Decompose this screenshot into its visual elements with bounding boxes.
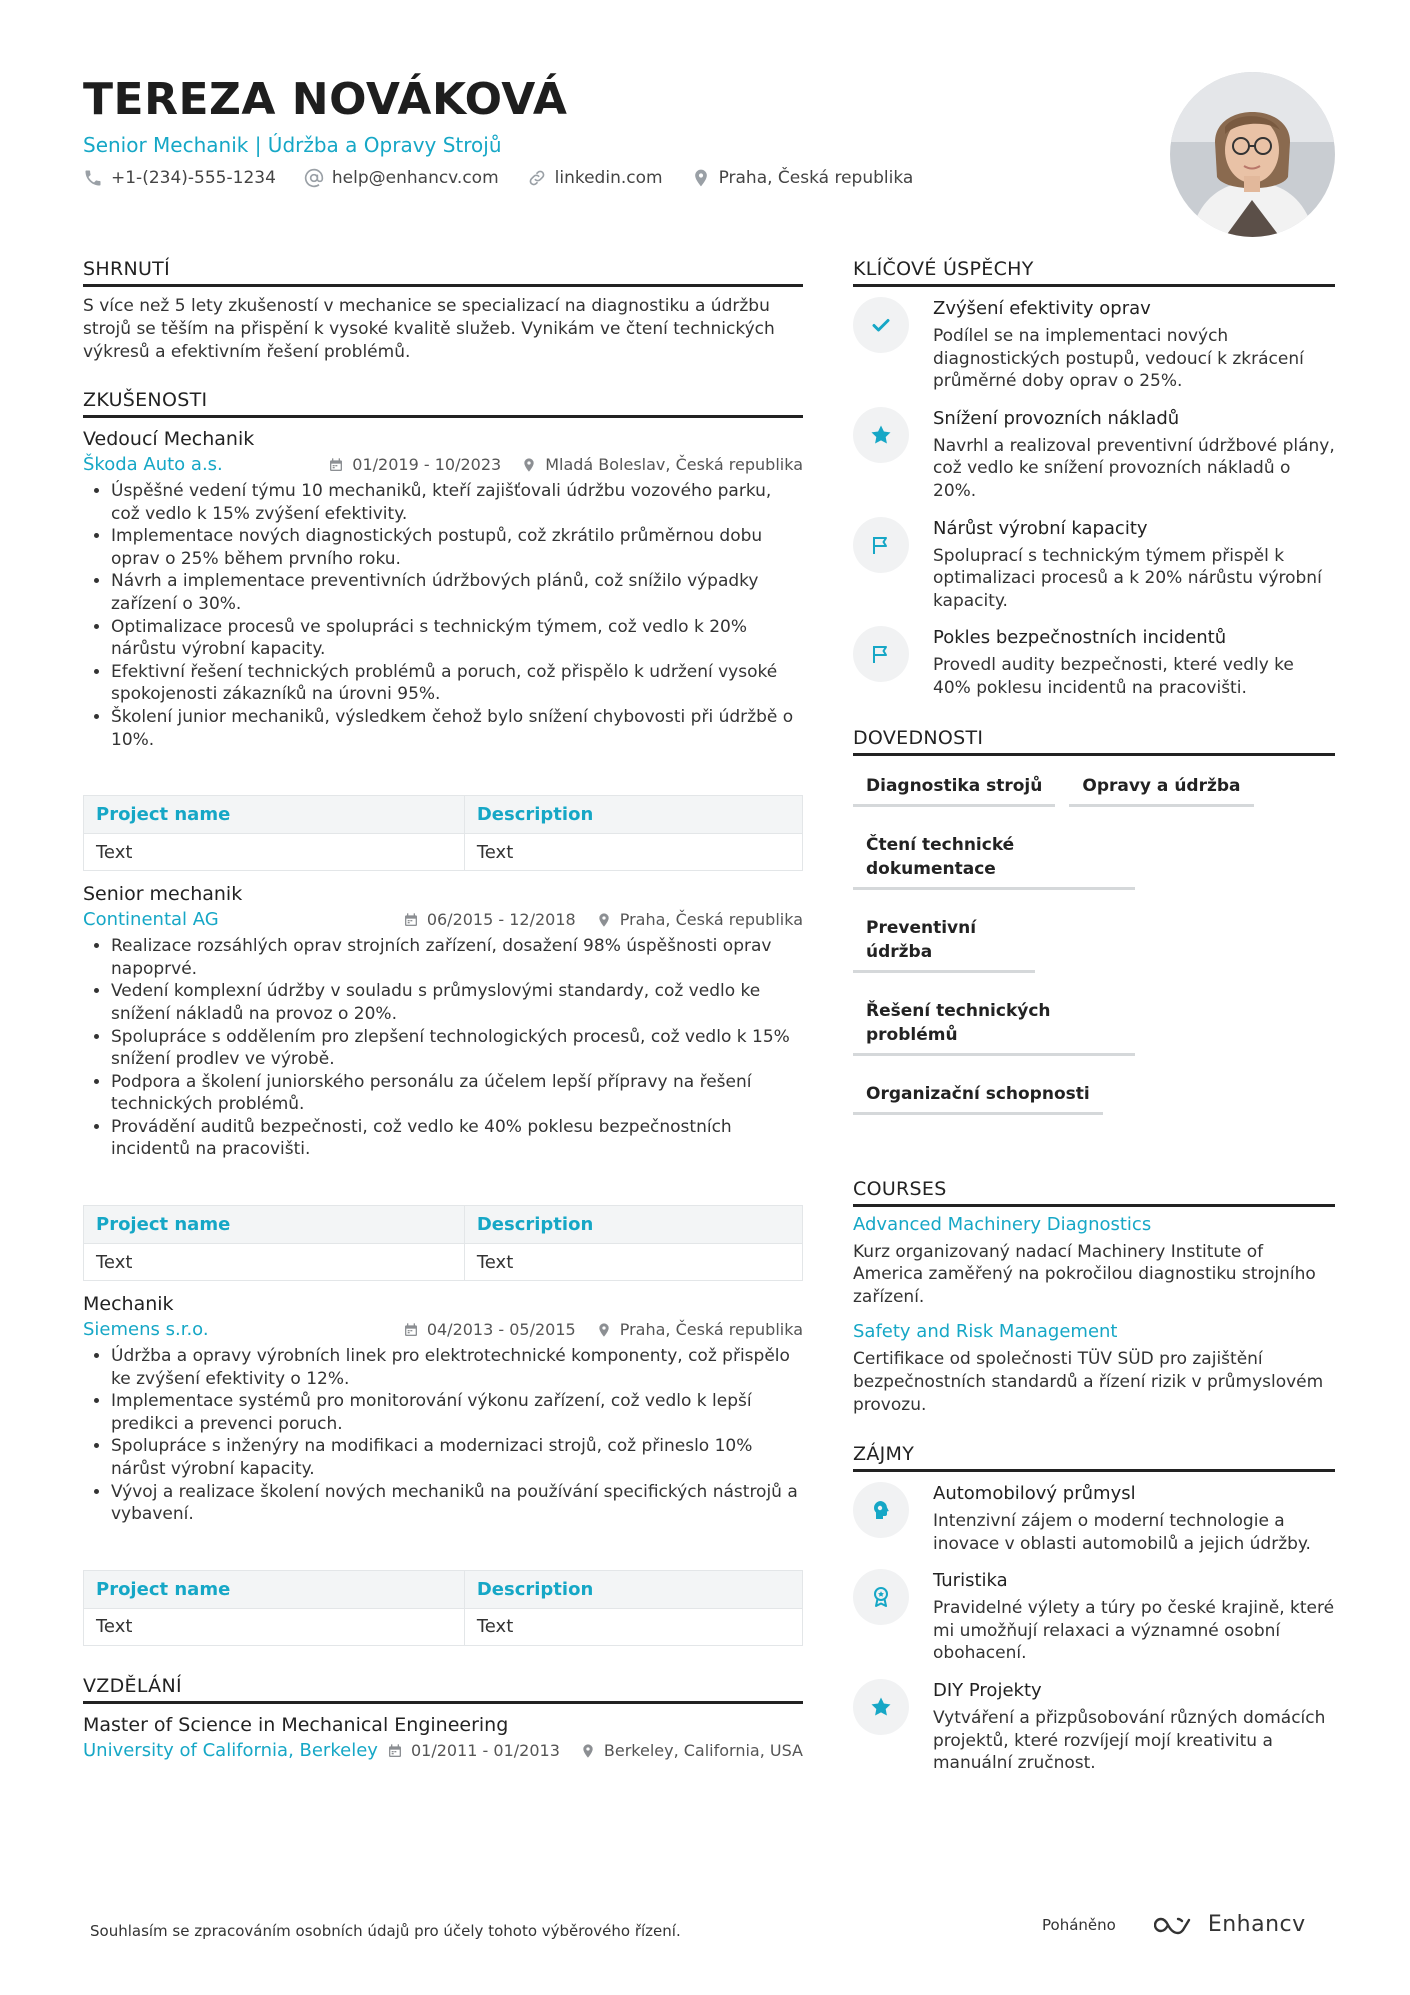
flag-icon [869,533,893,557]
award-icon [869,1585,893,1609]
table-header: Project name [84,1570,465,1608]
job-bullets [83,1345,803,1526]
contact-linkedin[interactable] [527,166,663,190]
at-icon [304,168,324,188]
job-company: Continental AG [83,909,219,931]
email-text[interactable]: help@enhancv.com [331,168,499,188]
education-location: Berkeley, California, USA [603,1740,803,1760]
flag-icon [869,642,893,666]
education-meta [83,1738,803,1764]
job-entry [83,426,803,871]
contact-email[interactable] [304,166,499,190]
table-row: Text Text [84,834,803,871]
interest-title: DIY Projekty [933,1680,1042,1702]
calendar-icon [403,912,419,928]
list-item: • Školení junior mechaniků, výsledkem čehož bylo snížení chybovosti při údržbě o 10%. [111,706,803,751]
phone-icon [83,168,103,188]
summary-heading: SHRNUTÍ [83,257,803,287]
experience-heading: ZKUŠENOSTI [83,388,803,418]
enhancv-logo-icon [1154,1913,1198,1937]
achievement-desc: Podílel se na implementaci nových diagnostických postupů, vedoucí k zkrácení průměrné doby oprav o 25%. [933,326,1304,392]
resume-header [83,72,1163,190]
star-icon [869,1695,893,1719]
job-meta [83,452,803,478]
job-entry [83,881,803,1281]
location-icon [580,1743,596,1759]
powered-label: Poháněno [1042,1915,1116,1934]
location-icon [521,457,537,473]
achievement-item [853,297,1335,393]
skills-heading: DOVEDNOSTI [853,726,1335,756]
project-table [83,1205,803,1281]
skill-tag: Řešení technických problémů [853,993,1135,1056]
list-item: • Spolupráce s inženýry na modifikaci a modernizaci strojů, což přineslo 10% nárůst výrobní kapacity. [111,1435,803,1480]
candidate-name: TEREZA NOVÁKOVÁ [83,74,568,125]
achievement-title: Zvýšení efektivity oprav [933,298,1151,319]
list-item: • Údržba a opravy výrobních linek pro elektrotechnické komponenty, což přispělo ke zvýšení efektivity o 12%. [111,1345,803,1390]
interest-desc: Pravidelné výlety a túry po české krajině, které mi umožňují relaxaci a významné osobní obohacení. [933,1598,1335,1664]
star-icon [869,423,893,447]
interest-item [853,1482,1335,1555]
achievement-title: Nárůst výrobní kapacity [933,517,1148,539]
education-heading: VZDĚLÁNÍ [83,1674,803,1704]
check-icon [869,313,893,337]
table-row: Text Text [84,1244,803,1281]
job-role: Mechanik [83,1293,174,1316]
courses-heading: COURSES [853,1177,1335,1207]
skill-tag: Diagnostika strojů [853,768,1055,807]
interest-title: Turistika [933,1570,1008,1592]
education-entry [83,1712,803,1764]
interest-item [853,1569,1335,1665]
list-item: • Vývoj a realizace školení nových mechaniků na používání specifických nástrojů a vybavení. [111,1481,803,1526]
interest-title: Automobilový průmysl [933,1483,1136,1505]
table-header: Project name [84,1206,465,1244]
job-company: Siemens s.r.o. [83,1319,209,1341]
left-column [83,257,803,1764]
list-item: • Podpora a školení juniorského personálu za účelem lepší přípravy na řešení technických problémů. [111,1071,803,1116]
list-item: • Provádění auditů bezpečnosti, což vedlo ke 40% poklesu bezpečnostních incidentů na pracovišti. [111,1116,803,1161]
school: University of California, Berkeley [83,1739,378,1761]
job-bullets [83,480,803,751]
degree: Master of Science in Mechanical Engineering [83,1713,509,1736]
calendar-icon [387,1743,403,1759]
candidate-title: Senior Mechanik | Údržba a Opravy Strojů [83,133,502,157]
list-item: • Optimalizace procesů ve spolupráci s technickým týmem, což vedlo k 20% nárůstu výrobní kapacity. [111,616,803,661]
skill-tag: Organizační schopnosti [853,1076,1103,1115]
project-table [83,795,803,871]
table-row: Text Text [84,1608,803,1645]
contact-location [691,166,914,190]
job-dates: 01/2019 - 10/2023 [352,455,502,474]
job-entry [83,1291,803,1646]
job-location: Praha, Česká republika [619,910,803,930]
project-table [83,1570,803,1646]
list-item: • Návrh a implementace preventivních údržbových plánů, což snížilo výpadky zařízení o 30%. [111,570,803,615]
course-desc: Certifikace od společnosti TÜV SÜD pro zajištění bezpečnostních standardů a řízení rizik v průmyslovém provozu. [853,1349,1324,1415]
achievement-title: Snížení provozních nákladů [933,407,1180,429]
course-desc: Kurz organizovaný nadací Machinery Institute of America zaměřený na pokročilou diagnostiku strojního zařízení. [853,1241,1316,1307]
job-dates: 04/2013 - 05/2015 [426,1320,576,1340]
achievement-desc: Navrhl a realizoval preventivní údržbové plány, což vedlo ke snížení provozních nákladů o 20%. [933,435,1335,501]
location-icon [596,912,612,928]
achievement-title: Pokles bezpečnostních incidentů [933,627,1227,649]
table-header: Description [464,1206,802,1244]
job-dates: 06/2015 - 12/2018 [426,910,576,930]
job-company: Škoda Auto a.s. [83,454,223,475]
list-item: • Úspěšné vedení týmu 10 mechaniků, kteří zajišťovali údržbu vozového parku, což vedlo k 15% zvýšení efektivity. [111,480,803,525]
skill-tag: Opravy a údržba [1069,768,1253,807]
achievement-desc: Spoluprací s technickým týmem přispěl k optimalizaci procesů a k 20% nárůstu výrobní kapacity. [933,545,1322,611]
enhancv-logo[interactable] [1154,1912,1306,1937]
calendar-icon [328,457,344,473]
table-header: Description [464,796,802,834]
table-header: Description [464,1570,802,1608]
location-icon [691,168,711,188]
linkedin-text[interactable]: linkedin.com [554,168,663,188]
interests-heading: ZÁJMY [853,1442,1335,1472]
list-item: • Efektivní řešení technických problémů a poruch, což přispělo k udržení vysoké spokojenosti zákazníků na úrovni 95%. [111,661,803,706]
list-item: • Spolupráce s oddělením pro zlepšení technologických procesů, což vedlo k 15% snížení prodlev ve výrobě. [111,1026,803,1071]
contact-phone [83,166,276,190]
head-icon [869,1498,893,1522]
link-icon [527,168,547,188]
list-item: • Vedení komplexní údržby v souladu s průmyslovými standardy, což vedlo ke snížení nákladů na provoz o 20%. [111,980,803,1025]
summary-text: S více než 5 lety zkušeností v mechanice se specializací na diagnostiku a údržbu strojů se těším na přispění k vysoké kvalitě služeb. Vynikám ve čtení technických výkresů a efektivním řešení problémů. [83,296,775,362]
location-text: Praha, Česká republika [718,168,914,188]
table-header: Project name [84,796,465,834]
list-item: • Implementace systémů pro monitorování výkonu zařízení, což vedlo k lepší predikci a prevenci poruch. [111,1390,803,1435]
job-meta [83,907,803,933]
job-role: Vedoucí Mechanik [83,428,255,450]
course-title: Safety and Risk Management [853,1321,1118,1343]
skills-list [853,768,1335,1135]
achievement-item [853,626,1335,699]
consent-text: Souhlasím se zpracováním osobních údajů pro účely tohoto výběrového řízení. [90,1922,681,1940]
brand-name: Enhancv [1207,1912,1306,1937]
phone-text: +1-(234)-555-1234 [111,168,276,188]
skill-tag: Čtení technické dokumentace [853,827,1135,890]
contact-row [83,166,1163,190]
achievement-item [853,517,1335,613]
calendar-icon [403,1322,419,1338]
list-item: • Realizace rozsáhlých oprav strojních zařízení, dosažení 98% úspěšnosti oprav napoprvé. [111,935,803,980]
achievement-item [853,407,1335,503]
skill-tag: Preventivní údržba [853,910,1035,973]
job-bullets [83,935,803,1161]
achievement-desc: Provedl audity bezpečnosti, které vedly ke 40% poklesu incidentů na pracovišti. [933,655,1294,698]
achievements-heading: KLÍČOVÉ ÚSPĚCHY [853,257,1335,287]
job-meta [83,1317,803,1343]
job-location: Praha, Česká republika [619,1320,803,1340]
interest-item [853,1679,1335,1775]
powered-by [1042,1912,1306,1937]
job-role: Senior mechanik [83,883,243,906]
interest-desc: Vytváření a přizpůsobování různých domácích projektů, které rozvíjejí mojí kreativitu a manuální zručnost. [933,1708,1326,1774]
location-icon [596,1322,612,1338]
interest-desc: Intenzivní zájem o moderní technologie a inovace v oblasti automobilů a jejich údržby. [933,1511,1311,1554]
course-title: Advanced Machinery Diagnostics [853,1213,1152,1235]
list-item: • Implementace nových diagnostických postupů, což zkrátilo průměrnou dobu oprav o 25% během prvního roku. [111,525,803,570]
job-location: Mladá Boleslav, Česká republika [545,455,803,474]
right-column [853,257,1335,1775]
avatar [1170,72,1335,237]
education-dates: 01/2011 - 01/2013 [410,1740,560,1760]
